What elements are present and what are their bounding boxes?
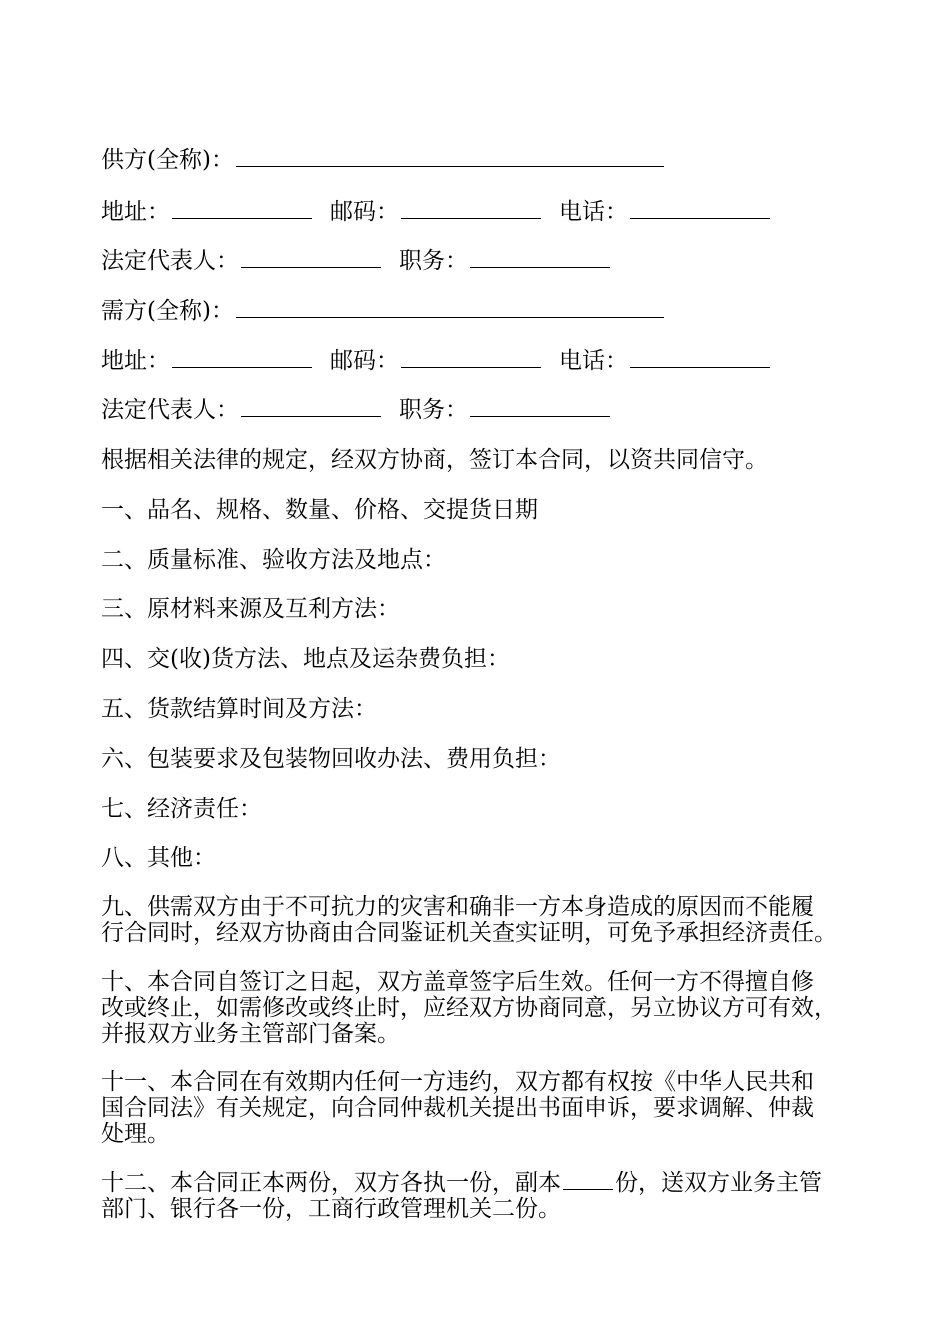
clause-10-line-3: 并报双方业务主管部门备案。 <box>101 1021 400 1047</box>
clause-12 <box>101 1169 853 1222</box>
buyer-address-field[interactable] <box>172 347 312 368</box>
buyer-postcode-field[interactable] <box>401 347 541 368</box>
supplier-address-field[interactable] <box>172 198 312 219</box>
clause-11-line-3: 处理。 <box>101 1121 170 1147</box>
supplier-position-field[interactable] <box>470 247 610 268</box>
clause-11-line-2: 国合同法》有关规定，向合同仲裁机关提出书面申诉，要求调解、仲裁 <box>101 1095 814 1121</box>
clause-9-line-1: 九、供需双方由于不可抗力的灾害和确非一方本身造成的原因而不能履 <box>101 894 814 920</box>
clause-9 <box>101 894 853 946</box>
supplier-phone-field[interactable] <box>630 198 770 219</box>
buyer-rep-field[interactable] <box>241 396 381 417</box>
buyer-name-row <box>101 297 861 325</box>
clause-6: 六、包装要求及包装物回收办法、费用负担： <box>101 746 561 772</box>
clause-1: 一、品名、规格、数量、价格、交提货日期 <box>101 497 538 523</box>
supplier-rep-row <box>101 247 861 275</box>
supplier-position-label: 职务： <box>399 248 468 274</box>
intro-text: 根据相关法律的规定，经双方协商，签订本合同，以资共同信守。 <box>101 447 768 473</box>
clause-10-line-2: 改或终止，如需修改或终止时，应经双方协商同意，另立协议方可有效， <box>101 995 837 1021</box>
clause-7: 七、经济责任： <box>101 796 262 822</box>
supplier-rep-label: 法定代表人： <box>101 248 239 274</box>
clause-9-line-2: 行合同时，经双方协商由合同鉴证机关查实证明，可免予承担经济责任。 <box>101 920 837 946</box>
copies-count-field[interactable] <box>563 1169 613 1190</box>
clause-5: 五、货款结算时间及方法： <box>101 696 377 722</box>
supplier-postcode-label: 邮码： <box>330 199 399 225</box>
supplier-name-field[interactable] <box>236 146 664 167</box>
supplier-address-label: 地址： <box>101 199 170 225</box>
buyer-postcode-label: 邮码： <box>330 348 399 374</box>
clause-10 <box>101 969 853 1047</box>
supplier-phone-label: 电话： <box>559 199 628 225</box>
supplier-rep-field[interactable] <box>241 247 381 268</box>
buyer-contact-row <box>101 347 861 375</box>
clause-12-text-before: 十二、本合同正本两份，双方各执一份，副本 <box>101 1170 561 1196</box>
clause-3: 三、原材料来源及互利方法： <box>101 596 400 622</box>
buyer-position-label: 职务： <box>399 397 468 423</box>
buyer-name-label: 需方(全称)： <box>101 298 234 324</box>
buyer-phone-field[interactable] <box>630 347 770 368</box>
clause-8: 八、其他： <box>101 845 216 871</box>
clause-10-line-1: 十、本合同自签订之日起，双方盖章签字后生效。任何一方不得擅自修 <box>101 969 814 995</box>
buyer-phone-label: 电话： <box>559 348 628 374</box>
supplier-contact-row <box>101 198 861 226</box>
clause-12-line-2: 部门、银行各一份，工商行政管理机关二份。 <box>101 1196 561 1222</box>
clause-11 <box>101 1069 853 1147</box>
supplier-postcode-field[interactable] <box>401 198 541 219</box>
buyer-rep-row <box>101 396 861 424</box>
buyer-address-label: 地址： <box>101 348 170 374</box>
clause-12-line-1 <box>101 1169 853 1196</box>
buyer-position-field[interactable] <box>470 396 610 417</box>
buyer-name-field[interactable] <box>236 297 664 318</box>
supplier-name-label: 供方(全称)： <box>101 147 234 173</box>
clause-2: 二、质量标准、验收方法及地点： <box>101 547 446 573</box>
buyer-rep-label: 法定代表人： <box>101 397 239 423</box>
clause-12-text-after: 份，送双方业务主管 <box>615 1170 822 1196</box>
clause-11-line-1: 十一、本合同在有效期内任何一方违约，双方都有权按《中华人民共和 <box>101 1069 814 1095</box>
clause-4: 四、交(收)货方法、地点及运杂费负担： <box>101 646 510 672</box>
supplier-name-row <box>101 146 861 174</box>
